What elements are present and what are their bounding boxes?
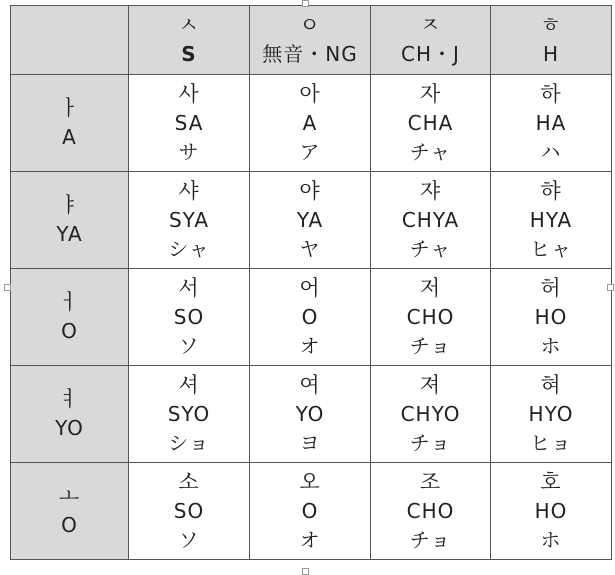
- syllable-kana: オ: [299, 527, 321, 552]
- syllable-kana: サ: [178, 139, 200, 164]
- table-row: [11, 75, 612, 172]
- table-row: [11, 366, 612, 463]
- syllable-hangul: 혀: [540, 372, 562, 397]
- syllable-kana: チョ: [409, 430, 452, 455]
- syllable-kana: ヤ: [299, 236, 321, 261]
- consonant-jamo: ㅎ: [540, 13, 562, 37]
- vowel-header-cell: [11, 269, 129, 366]
- vowel-roman: A: [62, 125, 77, 149]
- consonant-jamo: ㅅ: [178, 13, 200, 37]
- syllable-roman: HYO: [528, 401, 574, 426]
- consonant-label: H: [542, 42, 560, 66]
- vowel-jamo: ㅓ: [58, 290, 81, 314]
- header-cell-ng: [250, 6, 371, 75]
- syllable-cell: [371, 172, 491, 269]
- syllable-kana: チャ: [409, 236, 452, 261]
- syllable-cell: [129, 172, 250, 269]
- syllable-kana: チョ: [409, 333, 452, 358]
- vowel-header-cell: [11, 366, 129, 463]
- consonant-jamo: ㅇ: [299, 13, 321, 37]
- vowel-jamo: ㅗ: [58, 484, 81, 508]
- syllable-roman: YO: [295, 401, 325, 426]
- syllable-hangul: 허: [540, 275, 562, 300]
- syllable-cell: [371, 366, 491, 463]
- syllable-cell: [491, 172, 612, 269]
- header-cell-ch: [371, 6, 491, 75]
- syllable-hangul: 소: [178, 469, 200, 494]
- syllable-cell: [491, 269, 612, 366]
- syllable-kana: ホ: [540, 527, 562, 552]
- syllable-roman: HA: [535, 110, 567, 135]
- vowel-roman: O: [61, 513, 78, 537]
- syllable-hangul: 여: [299, 372, 321, 397]
- resize-handle-bottom[interactable]: [302, 568, 309, 575]
- syllable-roman: SO: [173, 304, 205, 329]
- syllable-roman: HO: [534, 304, 568, 329]
- vowel-roman: YO: [55, 416, 84, 440]
- syllable-hangul: 서: [178, 275, 200, 300]
- syllable-cell: [371, 269, 491, 366]
- syllable-hangul: 셔: [178, 372, 200, 397]
- syllable-cell: [250, 366, 371, 463]
- syllable-kana: ホ: [540, 333, 562, 358]
- syllable-cell: [250, 463, 371, 560]
- syllable-cell: [491, 75, 612, 172]
- vowel-jamo: ㅕ: [58, 387, 81, 411]
- syllable-cell: [491, 366, 612, 463]
- table-row: [11, 269, 612, 366]
- syllable-roman: SO: [173, 498, 205, 523]
- syllable-roman: A: [302, 110, 318, 135]
- vowel-header-cell: [11, 172, 129, 269]
- corner-cell: [11, 6, 129, 75]
- syllable-hangul: 어: [299, 275, 321, 300]
- syllable-hangul: 오: [299, 469, 321, 494]
- syllable-hangul: 조: [419, 469, 442, 494]
- syllable-hangul: 샤: [178, 178, 200, 203]
- header-row: [11, 6, 612, 75]
- syllable-roman: CHO: [406, 304, 455, 329]
- syllable-cell[interactable]: [491, 463, 612, 560]
- syllable-roman: SYO: [167, 401, 211, 426]
- syllable-hangul: 하: [540, 81, 562, 106]
- syllable-hangul: 아: [299, 81, 321, 106]
- consonant-label: CH・J: [401, 42, 460, 66]
- syllable-kana: ヒョ: [530, 430, 572, 455]
- syllable-kana: ソ: [178, 333, 200, 358]
- syllable-cell: [129, 75, 250, 172]
- syllable-cell: [129, 269, 250, 366]
- syllable-cell: [250, 172, 371, 269]
- syllable-kana: ショ: [168, 430, 210, 455]
- resize-handle-left[interactable]: [4, 284, 11, 291]
- syllable-roman: HYA: [529, 207, 573, 232]
- vowel-header-cell: [11, 75, 129, 172]
- syllable-kana: チョ: [409, 527, 452, 552]
- consonant-label: 無音・NG: [262, 42, 358, 66]
- syllable-roman: SA: [174, 110, 204, 135]
- consonant-jamo: ㅈ: [419, 13, 442, 37]
- syllable-roman: SYA: [168, 207, 210, 232]
- syllable-hangul: 야: [299, 178, 321, 203]
- syllable-hangul: 사: [178, 81, 200, 106]
- syllable-hangul: 자: [419, 81, 442, 106]
- syllable-roman: CHYO: [400, 401, 461, 426]
- syllable-hangul: 쟈: [419, 178, 442, 203]
- syllable-cell: [129, 366, 250, 463]
- syllable-kana: ソ: [178, 527, 200, 552]
- syllable-roman: O: [301, 304, 319, 329]
- resize-handle-top[interactable]: [302, 0, 309, 7]
- vowel-jamo: ㅑ: [58, 193, 81, 217]
- syllable-roman: YA: [296, 207, 324, 232]
- table-row: [11, 172, 612, 269]
- syllable-cell: [250, 75, 371, 172]
- table-row: [11, 463, 612, 560]
- vowel-roman: O: [61, 319, 78, 343]
- vowel-header-cell: [11, 463, 129, 560]
- syllable-kana: ア: [299, 139, 321, 164]
- syllable-cell: [371, 75, 491, 172]
- syllable-hangul: 호: [540, 469, 562, 494]
- syllable-cell: [371, 463, 491, 560]
- syllable-roman: CHO: [406, 498, 455, 523]
- hangul-table-frame: [10, 5, 611, 569]
- hangul-romanization-table: [10, 5, 612, 560]
- header-cell-h: [491, 6, 612, 75]
- syllable-cell: [129, 463, 250, 560]
- header-cell-s: [129, 6, 250, 75]
- consonant-label: S: [181, 42, 197, 66]
- syllable-kana: チャ: [409, 139, 452, 164]
- syllable-hangul: 저: [419, 275, 442, 300]
- syllable-kana: ヨ: [299, 430, 321, 455]
- syllable-roman: O: [301, 498, 319, 523]
- syllable-kana: ヒャ: [530, 236, 572, 261]
- syllable-roman: CHA: [407, 110, 454, 135]
- syllable-roman: CHYA: [401, 207, 460, 232]
- syllable-hangul: 햐: [540, 178, 562, 203]
- syllable-hangul: 져: [419, 372, 442, 397]
- syllable-kana: オ: [299, 333, 321, 358]
- syllable-cell: [250, 269, 371, 366]
- syllable-kana: シャ: [168, 236, 210, 261]
- vowel-roman: YA: [56, 222, 83, 246]
- vowel-jamo: ㅏ: [58, 96, 81, 120]
- syllable-kana: ハ: [540, 139, 562, 164]
- syllable-roman: HO: [534, 498, 568, 523]
- resize-handle-right[interactable]: [607, 284, 614, 291]
